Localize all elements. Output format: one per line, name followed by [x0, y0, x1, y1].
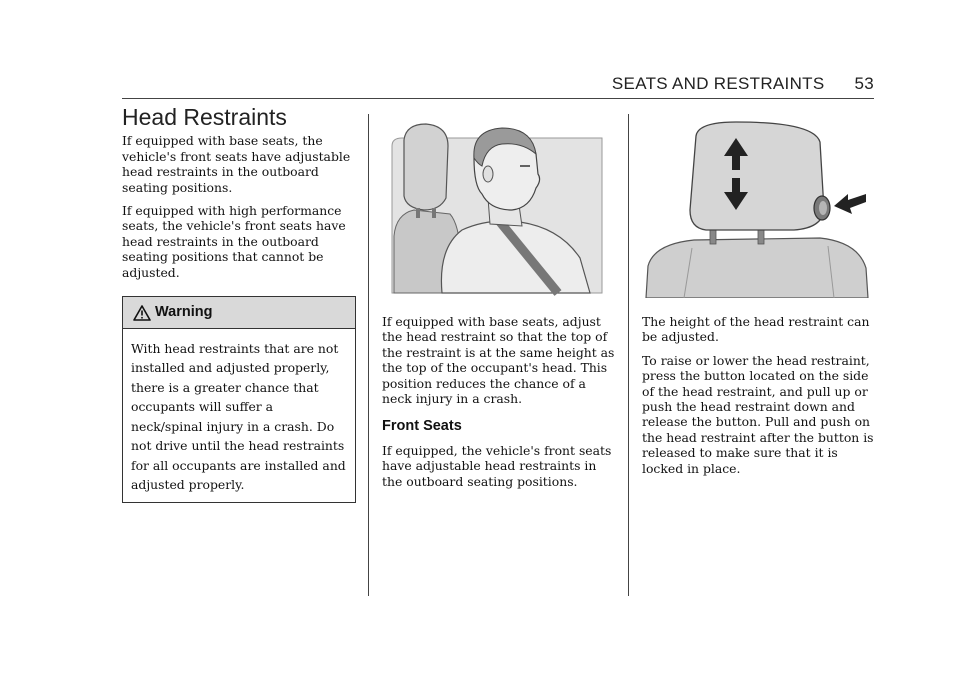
warning-label: Warning — [155, 303, 213, 320]
warning-box — [122, 296, 356, 503]
warning-triangle-icon — [133, 305, 151, 321]
paragraph-base-seats: If equipped with base seats, the vehicle's front seats have adjustable head restraints in the outboard seating positions. — [122, 133, 351, 195]
paragraph-adjust-restraint: If equipped with base seats, adjust the head restraint so that the top of the restraint is at the same height as the top of the occupant's head. This position reduces the chance of a neck injury in a crash. — [382, 314, 615, 407]
occupant-head-restraint-illustration — [390, 118, 604, 296]
column-3 — [642, 314, 880, 484]
running-header — [612, 74, 874, 94]
warning-header — [123, 297, 355, 329]
column-1 — [122, 104, 356, 503]
subheading-front-seats: Front Seats — [382, 418, 462, 435]
column-divider-1 — [368, 114, 369, 596]
paragraph-high-performance: If equipped with high performance seats, the vehicle's front seats have head restraints in the outboard seating positions that cannot be adjusted. — [122, 203, 346, 280]
section-title: SEATS AND RESTRAINTS — [611, 74, 825, 93]
page-number: 53 — [854, 74, 874, 93]
warning-body: With head restraints that are not installed and adjusted properly, there is a greater chance that occupants will suffer a neck/spinal injury in a crash. Do not drive until the head restraints for all occupants are installed and adjusted properly. — [131, 341, 346, 492]
header-rule — [122, 98, 874, 99]
column-2 — [382, 314, 618, 497]
paragraph-raise-lower: To raise or lower the head restraint, press the button located on the side of the head restraint, and pull up or push the head restraint down and release the button. Pull and push on the head restraint after the button is released to make sure that it is locked in place. — [642, 352, 874, 476]
column-divider-2 — [628, 114, 629, 596]
paragraph-height-adjust: The height of the head restraint can be adjusted. — [642, 314, 870, 345]
head-restraint-adjustment-illustration — [644, 118, 870, 298]
paragraph-front-seats: If equipped, the vehicle's front seats have adjustable head restraints in the outboard seating positions. — [382, 442, 612, 489]
page-title: Head Restraints — [122, 104, 287, 130]
